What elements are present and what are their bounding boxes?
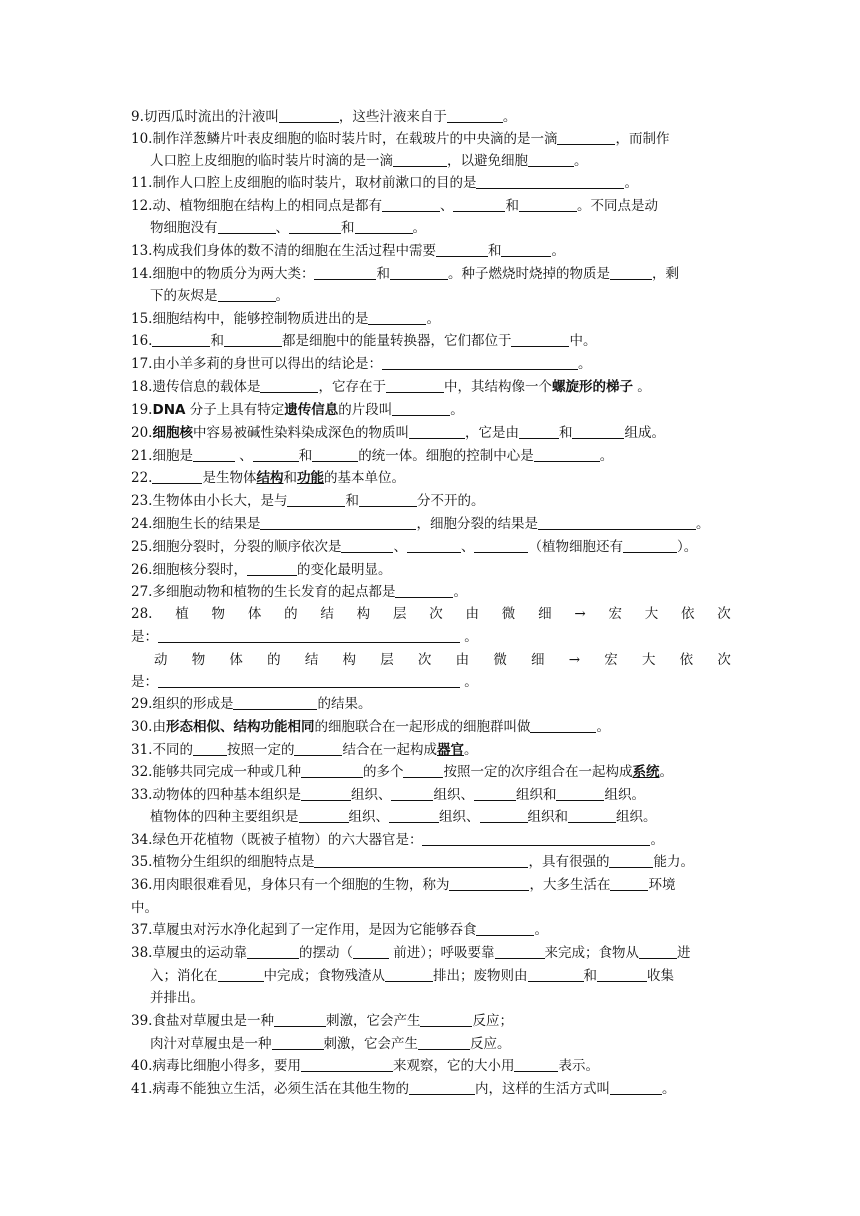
blank[interactable]	[453, 197, 505, 212]
blank[interactable]	[609, 853, 653, 868]
blank[interactable]	[528, 152, 574, 167]
blank[interactable]	[480, 808, 528, 823]
blank[interactable]	[418, 1035, 470, 1050]
blank[interactable]	[530, 718, 596, 733]
blank[interactable]	[519, 424, 559, 439]
blank[interactable]	[301, 1057, 393, 1072]
question-22: 22. 是生物体结构和功能的基本单位。	[131, 470, 405, 486]
blank[interactable]	[391, 786, 433, 801]
question-26: 26.细胞核分裂时， 的变化最明显。	[131, 562, 392, 578]
question-35: 35.植物分生组织的细胞特点是 ，具有很强的 能力。	[131, 854, 694, 870]
blank[interactable]	[382, 355, 578, 370]
blank[interactable]	[514, 1057, 558, 1072]
question-14-line-1: 14.细胞中的物质分为两大类： 和 。种子燃烧时烧掉的物质是 ，剩	[131, 266, 679, 282]
blank[interactable]	[233, 695, 317, 710]
question-31: 31.不同的 按照一定的 结合在一起构成器官。	[131, 742, 478, 758]
blank[interactable]	[597, 967, 647, 982]
question-38-line-1: 38.草履虫的运动靠 的摆动（ 前进）；呼吸要靠 来完成；食物从 进	[131, 945, 691, 961]
blank[interactable]	[314, 853, 528, 868]
blank[interactable]	[639, 944, 677, 959]
blank[interactable]	[393, 152, 447, 167]
blank[interactable]	[279, 108, 339, 123]
blank[interactable]	[389, 808, 439, 823]
blank[interactable]	[403, 763, 443, 778]
blank[interactable]	[301, 763, 363, 778]
blank[interactable]	[495, 944, 545, 959]
blank[interactable]	[407, 538, 461, 553]
question-39-line-1: 39.食盐对草履虫是一种 刺激，它会产生 反应；	[131, 1013, 513, 1029]
blank[interactable]	[193, 741, 227, 756]
question-9: 9.切西瓜时流出的汁液叫 ，这些汁液来自于 。	[131, 109, 517, 125]
blank[interactable]	[314, 265, 376, 280]
blank[interactable]	[474, 538, 528, 553]
question-19: 19.DNA 分子上具有特定遗传信息的片段叫 。	[131, 402, 464, 418]
blank[interactable]	[274, 1012, 326, 1027]
question-27: 27.多细胞动物和植物的生长发育的起点都是 。	[131, 584, 467, 600]
blank[interactable]	[287, 492, 345, 507]
question-38-line-3: 并排出。	[150, 990, 204, 1006]
blank[interactable]	[476, 174, 624, 189]
question-37: 37.草履虫对污水净化起到了一定作用，是因为它能够吞食 。	[131, 922, 548, 938]
blank[interactable]	[341, 538, 393, 553]
question-14-line-2: 下的灰烬是 。	[150, 288, 289, 304]
blank[interactable]	[385, 967, 433, 982]
blank[interactable]	[152, 332, 210, 347]
question-16: 16. 和 都是细胞中的能量转换器，它们都位于 中。	[131, 333, 597, 349]
blank[interactable]	[390, 265, 448, 280]
question-25: 25.细胞分裂时，分裂的顺序依次是 、 、 （植物细胞还有 ）。	[131, 539, 698, 555]
blank[interactable]	[409, 424, 465, 439]
question-30: 30.由形态相似、结构功能相同的细胞联合在一起形成的细胞群叫做 。	[131, 719, 610, 735]
blank[interactable]	[247, 561, 297, 576]
blank[interactable]	[568, 808, 616, 823]
question-39-line-2: 肉汁对草履虫是一种 刺激，它会产生 反应。	[150, 1036, 511, 1052]
blank[interactable]	[409, 1080, 475, 1095]
question-10-line-1: 10.制作洋葱鳞片叶表皮细胞的临时装片时，在载玻片的中央滴的是一滴 ，而制作	[131, 131, 670, 147]
question-34: 34.绿色开花植物（既被子植物）的六大器官是： 。	[131, 832, 664, 848]
blank[interactable]	[557, 130, 615, 145]
question-11: 11.制作人口腔上皮细胞的临时装片，取材前漱口的目的是 。	[131, 175, 638, 191]
question-28-animal-line: 动 物 体 的 结 构 层 次 由 微 细 → 宏 大 依 次	[154, 652, 731, 668]
question-13: 13.构成我们身体的数不清的细胞在生活过程中需要 和 。	[131, 243, 565, 259]
question-24: 24.细胞生长的结果是 ，细胞分裂的结果是 。	[131, 516, 710, 532]
question-28-animal-answer: 是： 。	[131, 674, 478, 690]
question-38-line-2: 入；消化在 中完成；食物残渣从 排出；废物则由 和 收集	[150, 968, 674, 984]
blank[interactable]	[355, 219, 413, 234]
blank[interactable]	[556, 786, 604, 801]
blank[interactable]	[158, 628, 460, 643]
question-36-line-2: 中。	[131, 900, 158, 916]
blank[interactable]	[392, 401, 450, 416]
blank[interactable]	[312, 447, 358, 462]
blank[interactable]	[247, 944, 299, 959]
blank[interactable]	[260, 378, 318, 393]
question-29: 29.组织的形成是 的结果。	[131, 696, 372, 712]
question-10-line-2: 人口腔上皮细胞的临时装片时滴的是一滴 ，以避免细胞 。	[150, 153, 588, 169]
question-12-line-2: 物细胞没有 、 和 。	[150, 220, 426, 236]
blank[interactable]	[476, 921, 534, 936]
blank[interactable]	[272, 1035, 324, 1050]
blank[interactable]	[395, 583, 453, 598]
blank[interactable]	[224, 332, 282, 347]
question-21: 21.细胞是 、 和 的统一体。细胞的控制中心是 。	[131, 448, 614, 464]
blank[interactable]	[386, 378, 444, 393]
blank[interactable]	[382, 197, 440, 212]
question-28-plant-line: 28. 植 物 体 的 结 构 层 次 由 微 细 → 宏 大 依 次	[131, 606, 731, 622]
blank[interactable]	[253, 447, 299, 462]
question-18: 18.遗传信息的载体是 ，它存在于 中，其结构像一个螺旋形的梯子 。	[131, 379, 651, 395]
blank[interactable]	[299, 808, 349, 823]
blank[interactable]	[218, 967, 264, 982]
question-12-line-1: 12.动、植物细胞在结构上的相同点是都有 、 和 。不同点是动	[131, 198, 658, 214]
question-40: 40.病毒比细胞小得多，要用 来观察，它的大小用 表示。	[131, 1058, 599, 1074]
blank[interactable]	[538, 515, 696, 530]
blank[interactable]	[610, 265, 652, 280]
blank[interactable]	[436, 242, 488, 257]
blank[interactable]	[420, 1012, 472, 1027]
question-15: 15.细胞结构中，能够控制物质进出的是 。	[131, 311, 440, 327]
blank[interactable]	[359, 492, 417, 507]
blank[interactable]	[534, 447, 600, 462]
blank[interactable]	[353, 944, 389, 959]
blank[interactable]	[528, 967, 584, 982]
blank[interactable]	[449, 876, 529, 891]
blank[interactable]	[572, 424, 624, 439]
question-28-plant-answer: 是： 。	[131, 629, 478, 645]
blank[interactable]	[294, 741, 342, 756]
blank[interactable]	[474, 786, 516, 801]
question-20: 20.细胞核中容易被碱性染料染成深色的物质叫 ，它是由 和 组成。	[131, 425, 665, 441]
blank[interactable]	[158, 673, 460, 688]
question-17: 17.由小羊多莉的身世可以得出的结论是： 。	[131, 356, 592, 372]
question-23: 23.生物体由小长大，是与 和 分不开的。	[131, 493, 485, 509]
blank[interactable]	[422, 831, 650, 846]
blank[interactable]	[152, 469, 202, 484]
question-32: 32.能够共同完成一种或几种 的多个 按照一定的次序组合在一起构成系统。	[131, 764, 673, 780]
blank[interactable]	[610, 876, 648, 891]
blank[interactable]	[511, 332, 569, 347]
question-33-line-2: 植物体的四种主要组织是 组织、 组织、 组织和 组织。	[150, 809, 657, 825]
blank[interactable]	[519, 197, 577, 212]
blank[interactable]	[193, 447, 235, 462]
question-33-line-1: 33.动物体的四种基本组织是 组织、 组织、 组织和 组织。	[131, 787, 645, 803]
blank[interactable]	[610, 1080, 662, 1095]
blank[interactable]	[289, 219, 341, 234]
blank[interactable]	[501, 242, 551, 257]
blank[interactable]	[301, 786, 351, 801]
blank[interactable]	[218, 287, 276, 302]
blank[interactable]	[447, 108, 503, 123]
blank[interactable]	[260, 515, 416, 530]
blank[interactable]	[368, 310, 426, 325]
question-36-line-1: 36.用肉眼很难看见，身体只有一个细胞的生物，称为 ，大多生活在 环境	[131, 877, 676, 893]
blank[interactable]	[623, 538, 677, 553]
question-41: 41.病毒不能独立生活，必须生活在其他生物的 内，这样的生活方式叫 。	[131, 1081, 676, 1097]
blank[interactable]	[218, 219, 276, 234]
